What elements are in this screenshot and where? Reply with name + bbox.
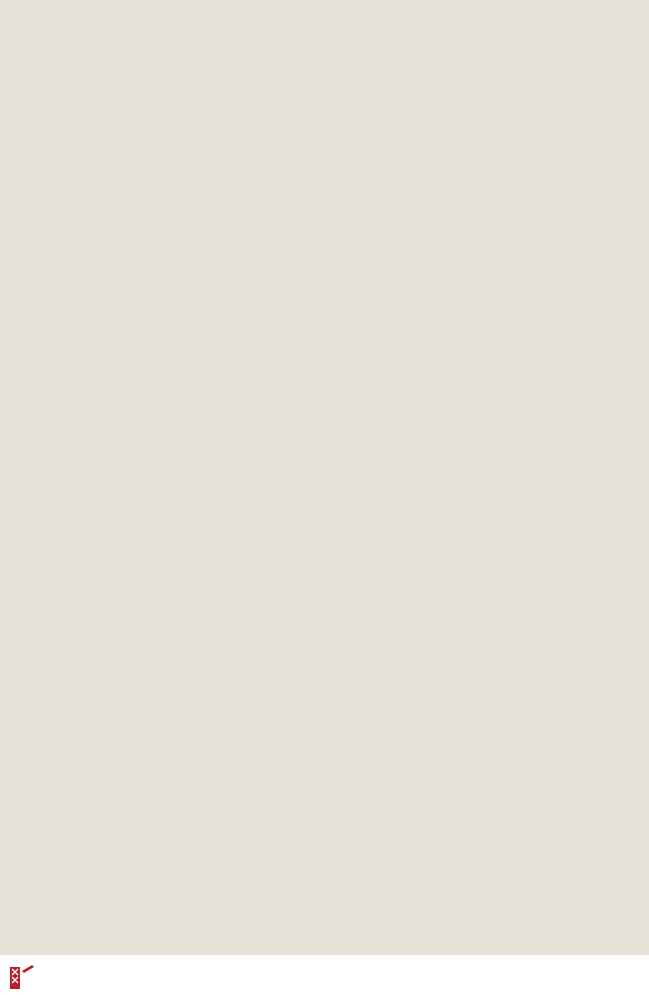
page-header bbox=[70, 20, 615, 42]
viewer-bottom-bar bbox=[0, 955, 649, 996]
university-library-logo-icon bbox=[8, 961, 38, 991]
